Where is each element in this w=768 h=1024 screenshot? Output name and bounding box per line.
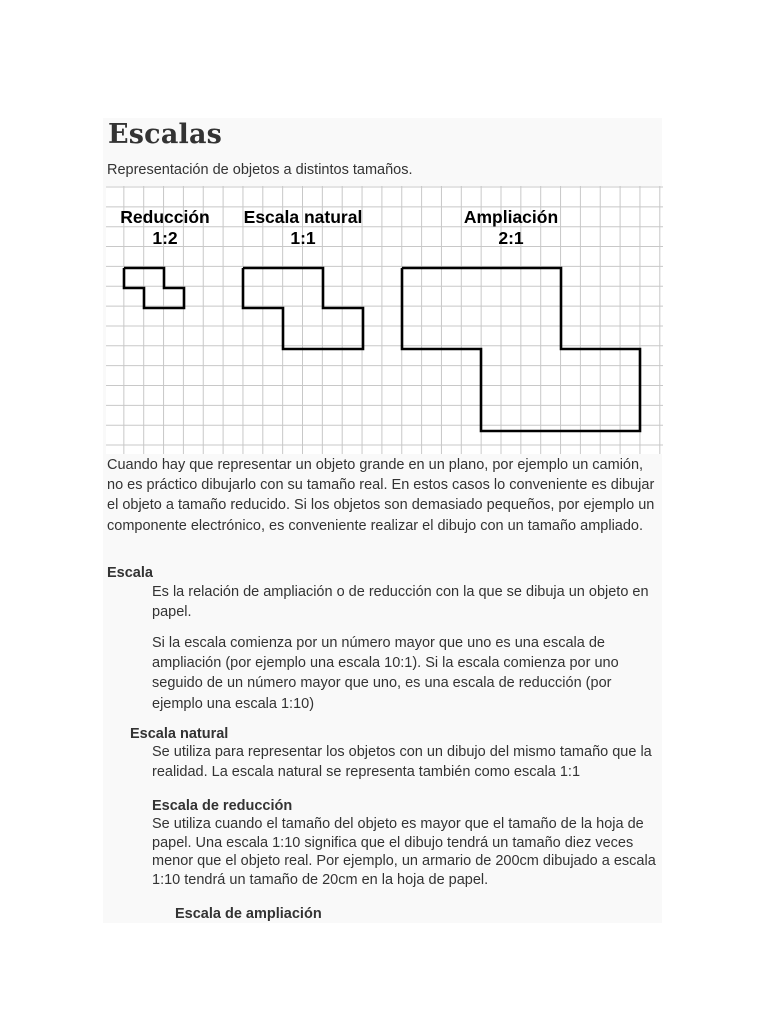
term-escala-natural: Escala natural (130, 726, 229, 742)
document-page (103, 118, 662, 923)
page-subtitle: Representación de objetos a distintos tamaños. (107, 162, 413, 178)
reduction-label: Reducción (120, 207, 210, 227)
reduction-ratio: 1:2 (152, 228, 178, 248)
intro-paragraph: Cuando hay que representar un objeto grande en un plano, por ejemplo un camión, no es práctico dibujarlo con su tamaño real. En estos casos lo conveniente es dibujar el objeto a tamaño reducido. Si los objetos son demasiado pequeños, por ejemplo un componente electrónico, es conveniente realizar el dibujo con un tamaño ampliado. (107, 457, 655, 534)
escala-definition: Es la relación de ampliación o de reducción con la que se dibuja un objeto en papel. (152, 584, 649, 621)
page-title: Escalas (108, 119, 223, 150)
term-escala-ampliacion: Escala de ampliación (175, 906, 322, 922)
escala-explanation: Si la escala comienza por un número mayor que uno es una escala de ampliación (por ejemplo una escala 10:1). Si la escala comienza por uno seguido de un número mayor que uno, es una escala de reducción (por ejemplo una escala 1:10) (152, 635, 619, 712)
term-escala-reduccion: Escala de reducción (152, 798, 293, 814)
enlargement-ratio: 2:1 (498, 228, 524, 248)
escala-natural-definition: Se utiliza para representar los objetos con un dibujo del mismo tamaño que la realidad. La escala natural se representa también como escala 1:1 (152, 744, 652, 780)
scale-figure (106, 186, 663, 454)
escala-reduccion-definition: Se utiliza cuando el tamaño del objeto es mayor que el tamaño de la hoja de papel. Una escala 1:10 significa que el dibujo tendrá un tamaño diez veces menor que el objeto real. Por ejemplo, un armario de 200cm dibujado a escala 1:10 tendrá un tamaño de 20cm en la hoja de papel. (152, 816, 656, 889)
scale-grid-figure (106, 186, 663, 454)
term-escala: Escala (107, 565, 153, 581)
natural-label: Escala natural (243, 207, 363, 227)
enlargement-label: Ampliación (463, 207, 559, 227)
natural-ratio: 1:1 (290, 228, 316, 248)
